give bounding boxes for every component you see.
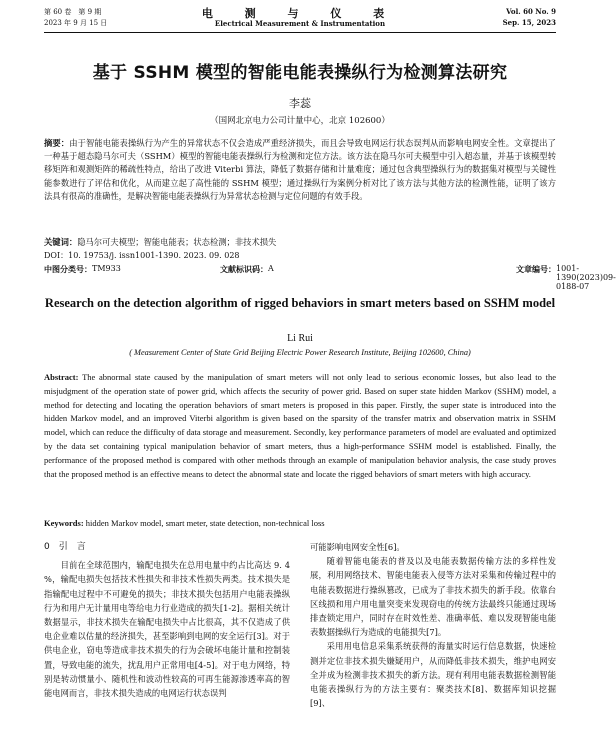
volume-en: Vol. 60 No. 9 [506,7,556,16]
abstract-en-text: The abnormal state caused by the manipulation of smart meters will not only lead to serious economic losses, but also lead to the misjudgment of the operation state of power grid, which affects the security of power grid. Based on super state hidden Markov (SSHM) model, a method for detecting and locating the operation behaviors of smart meters is proposed in this paper. Firstly, the super state is introduced into the hidden Markov model, and an improved Viterbi algorithm is given based on the sparsity of the transfer matrix and observation matrix in SSHM model, which can reduce the difficulty of data storage and measurement. Secondly, key performance parameters of model are evaluated and optimized by the data set containing typical manipulation behavior of smart meters, thus a high-performance SSHM model is established. Finally, the performance of the proposed method is compared with other methods through an example of manipulation behavior analysis, the case study proves that the proposed method is an effective means to detect the abnormal state and locate the rigged behaviors of smart meters with high accuracy. [44,372,556,479]
paragraph: 目前在全球范围内，输配电损失在总用电量中约占比高达 9. 4 %，输配电损失包括技术性损失和非技术性损失两类。技术损失是指输配电过程中不可避免的损失；非技术损失包括用户电能表操纵行为和用户无计量用电等给电力行业造成的损失[1-2]。据相关统计数据显示，非技术损失在输配电损失中占比很高，其不仅造成了供电企业难以估量的经济损失，甚至影响到电网的安全运行[3]。对于供电企业，窃电等造成非技术损失的行为会破坏电能计量和控制装置，导致电能的流失，扰乱用户正常用电[4-5]。对于电力网络，特别是转动惯量小、随机性和波动性较高的可再生能源渗透率高的智能电网而言，非技术损失造成的电网运行状态误判 [44,560,290,699]
classification-line [44,264,616,291]
body-column-left [44,540,290,700]
section-number: 0 [44,542,50,552]
paragraph: 采用用电信息采集系统获得的海量实时运行信息数据，快速检测并定位非技术损失嫌疑用户，从而降低非技术损失，维护电网安全并成为检测非技术损失的新方法。现有利用电能表数据检测智能电能表操纵行为的方法主要有：聚类技术[8]、数据库知识挖掘[9]、 [310,641,556,709]
document-code: 文献标识码： A [220,264,274,274]
journal-name-en: Electrical Measurement & Instrumentation [214,19,386,28]
section-heading [44,540,290,554]
clc: 中图分类号： TM933 [44,264,121,274]
title-en: Research on the detection algorithm of rigged behaviors in smart meters based on SSHM model [44,296,556,310]
abstract-en-label: Abstract: [44,372,79,382]
title-cn: 基于 SSHM 模型的智能电能表操纵行为检测算法研究 [92,63,508,83]
date-cn: 2023 年 9 月 15 日 [44,19,108,27]
abstract-cn-text: 由于智能电能表操纵行为产生的异常状态不仅会造成严重经济损失，而且会导致电网运行状态误判从而影响电网安全性。文章提出了一种基于超态隐马尔可夫（SSHM）模型的智能电能表操纵行为检测和定位方法。该方法在隐马尔可夫模型中引入超态量，并基于该模型转移矩阵和观测矩阵的稀疏性特点，给出了改进 Viterbi 算法，降低了数据存储和计量难度；通过包含典型操纵行为的数据集对模型与关键性能参数进行了评估和优化，从而建立起了高性能的 SSHM 模型；通过操纵行为案例分析对比了该方法与其他方法的检测性能，证明了该方法具有很高的准确性，是解决智能电能表操纵行为异常状态检测与定位问题的有效手段。 [44,138,556,201]
keywords-en-text: hidden Markov model, smart meter, state detection, non-technical loss [85,518,325,528]
body-column-right [310,540,556,710]
abstract-en [44,371,556,481]
abstract-cn-label: 摘要： [44,138,70,148]
keywords-en [44,518,556,528]
affiliation-cn: （国网北京电力公司计量中心，北京 102600） [210,116,390,126]
date-en: Sep. 15, 2023 [502,18,556,27]
affiliation-en: ( Measurement Center of State Grid Beijing Electric Power Research Institute, Beijing 102600, China) [129,348,471,357]
author-cn: 李蕊 [289,97,311,110]
abstract-cn [44,137,556,203]
author-en: Li Rui [287,333,313,344]
doi: DOI：10. 19753/j. issn1001-1390. 2023. 09. 028 [44,251,240,260]
keywords-cn-label: 关键词： [44,237,78,247]
paragraph: 随着智能电能表的普及以及电能表数据传输方法的多样性发展，利用网络技术、智能电能表入侵等方法对采集和传输过程中的电能表数据进行操纵篡改，已成为了非技术损失的新手段。依靠台区线损和用户用电量突变来发现窃电的传统方法最终只能通过现场排查锁定用户，同时存在时效性差、准确率低、难以发现智能电能表数据操纵行为造成的电能损失[7]。 [310,556,556,638]
journal-name-cn: 电 测 与 仪 表 [201,7,399,20]
paragraph: 可能影响电网安全性[6]。 [310,542,405,552]
keywords-cn-text: 隐马尔可夫模型；智能电能表；状态检测；非技术损失 [77,237,277,247]
running-header [44,4,556,33]
keywords-cn [44,236,556,248]
section-title: 引 言 [58,542,86,552]
keywords-en-label: Keywords: [44,518,84,528]
volume-cn: 第 60 卷 第 9 期 [44,8,102,16]
article-number: 文章编号： 1001-1390(2023)09-0188-07 [516,264,616,291]
